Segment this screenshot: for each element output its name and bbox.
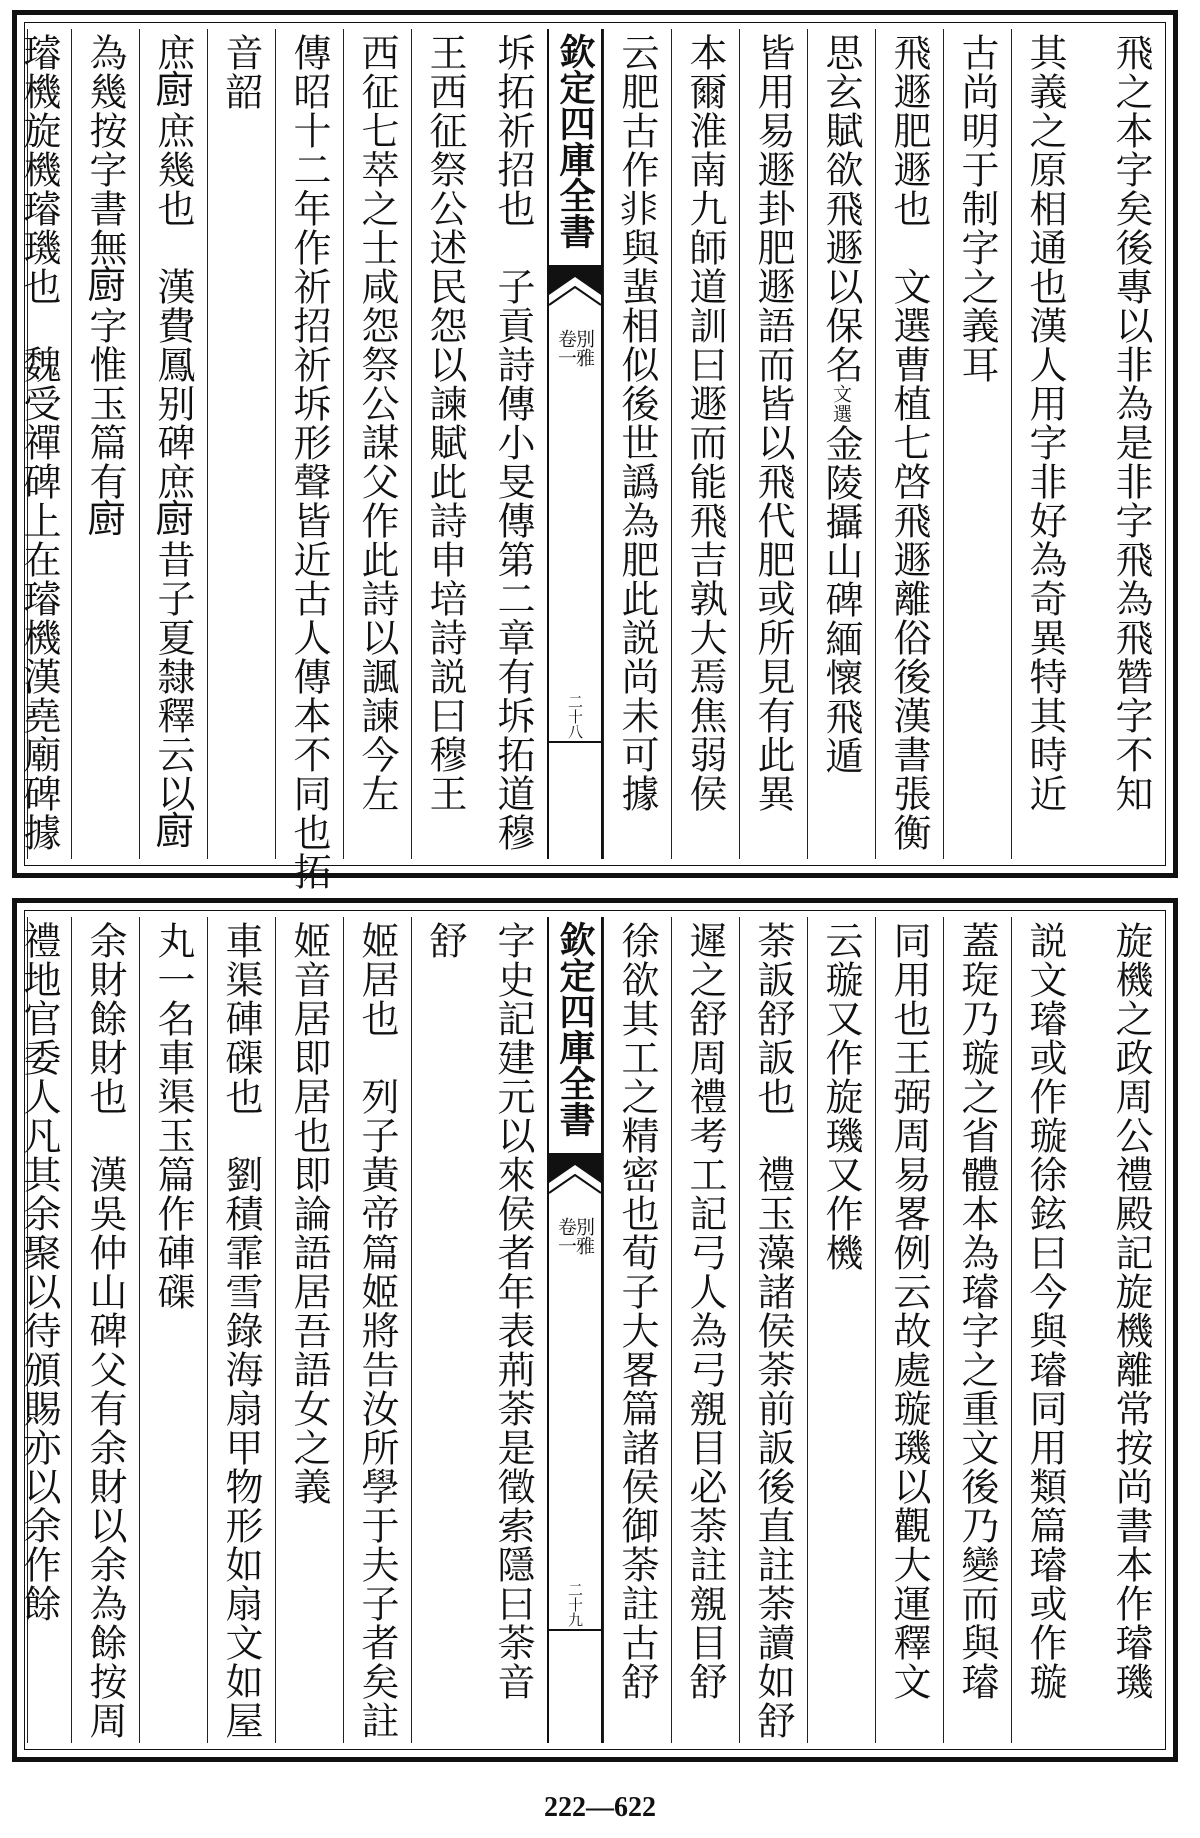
text-column: [603, 29, 671, 859]
column-text: 旋機之政周公禮殿記旋機離常按尚書本作璿璣: [1109, 921, 1153, 1701]
column-text: 飛遯肥遯也 文選曹植七啓飛遯離俗後漢書張衡: [887, 33, 931, 852]
column-text: 古尚明于制字之義耳: [955, 33, 999, 384]
text-column: [207, 29, 275, 859]
text-column: [139, 917, 207, 1743]
spine-page-number: 二十九: [566, 1582, 584, 1627]
column-text: 庶𢊍庶幾也 漢費鳳别碑庶𢊍昔子夏隸釋云以𢊍: [151, 33, 195, 852]
spine-column: [547, 917, 603, 1743]
spine-book-name: 別雅: [573, 1217, 595, 1255]
text-column: [943, 29, 1011, 859]
column-text: 遲之舒周禮考工記弓人為弓覫目必荼註覫目舒: [683, 921, 727, 1701]
column-text: 姬音居即居也即論語居吾語女之義: [287, 921, 331, 1506]
text-column: [479, 917, 547, 1743]
page-panel-bottom: [12, 898, 1178, 1762]
column-text: [811, 33, 871, 775]
column-text: 音韶: [219, 33, 263, 111]
spine-book-name: 別雅: [573, 329, 595, 367]
text-column: [603, 917, 671, 1743]
small-note: 文選: [830, 384, 852, 424]
text-column: [71, 29, 139, 859]
text-column: [1079, 917, 1165, 1743]
column-text: 傳昭十二年作祈招祈坼形聲皆近古人傳本不同也拓: [287, 33, 331, 891]
text-column: [1079, 29, 1165, 859]
column-text: 其義之原相通也漢人用字非好為奇異特其時近: [1023, 33, 1067, 813]
text-column: [411, 917, 479, 1743]
text-column: [139, 29, 207, 859]
text-column: [17, 917, 71, 1743]
column-text: 皆用易遯卦肥遯語而皆以飛代肥或所見有此異: [751, 33, 795, 813]
column-text: 為幾按字書無𢊍字惟玉篇有𢊍: [83, 33, 127, 540]
column-text: 徐欲其工之精密也荀子大畧篇諸侯御荼註古舒: [615, 921, 659, 1701]
text-column: [1011, 29, 1079, 859]
column-text: 飛之本字矣後專以非為是非字飛為飛㬱字不知: [1109, 33, 1153, 813]
text-column: [275, 917, 343, 1743]
page-number: 222—622: [544, 1792, 656, 1823]
column-text-a: 思玄賦欲飛遯以保名: [819, 33, 863, 384]
column-text: 姬居也 列子黃帝篇姬將告汝所學于夫子者矣註: [355, 921, 399, 1740]
column-text: 荼䛀舒䛀也 禮玉藻諸侯荼前䛀後直註荼讀如舒: [751, 921, 795, 1740]
column-text: 璿機旋機璿璣也 魏受禪碑上在璿機漢堯廟碑據: [17, 33, 61, 852]
text-column: [739, 29, 807, 859]
column-text: 本爾淮南九師道訓曰遯而能飛吉孰大焉焦弱侯: [683, 33, 727, 813]
book-title: 欽定四庫全書: [554, 33, 596, 249]
text-column: [479, 29, 547, 859]
text-column: [275, 29, 343, 891]
text-column: [343, 29, 411, 859]
column-text: 王西征祭公述民怨以諫賦此詩申培詩説曰穆王: [423, 33, 467, 813]
spine-rule: [549, 1629, 601, 1631]
spine-volume: 卷一: [555, 329, 577, 367]
column-text: 同用也王弼周易畧例云故處璇璣以觀大運釋文: [887, 921, 931, 1701]
column-text: 禮地官委人凡其余聚以待頒賜亦以余作餘: [17, 921, 61, 1623]
column-text: 蓋琁乃璇之省體本為璿字之重文後乃變而與璿: [955, 921, 999, 1701]
text-column: [943, 917, 1011, 1743]
column-text: 字史記建元以來侯者年表荊荼是徵索隱曰荼音: [491, 921, 535, 1701]
text-column: [875, 917, 943, 1743]
text-column: [411, 29, 479, 859]
text-column: [807, 917, 875, 1743]
text-column: [1011, 917, 1079, 1743]
column-text: 余財餘財也 漢吳仲山碑父有余財以余為餘按周: [83, 921, 127, 1740]
page-panel-top: [12, 10, 1178, 891]
column-text: 説文璿或作璇徐鉉曰今與璿同用類篇璿或作璇: [1023, 921, 1067, 1701]
text-column: [207, 917, 275, 1743]
column-text: 坼拓祈招也 子貢詩傳小旻傳第二章有坼拓道穆: [491, 33, 535, 852]
text-column: [807, 29, 875, 859]
text-column: [71, 917, 139, 1743]
text-column: [739, 917, 807, 1743]
column-text: 丸一名車渠玉篇作硨磲: [151, 921, 195, 1311]
fishtail-mark-icon: [549, 265, 601, 317]
text-column: [671, 917, 739, 1743]
book-title: 欽定四庫全書: [554, 921, 596, 1137]
spine-column: [547, 29, 603, 859]
column-text: 車渠硨磲也 劉積霏雪錄海扇甲物形如扇文如屋: [219, 921, 263, 1740]
fishtail-mark-icon: [549, 1153, 601, 1205]
text-column: [17, 29, 71, 859]
spine-volume: 卷一: [555, 1217, 577, 1255]
spine-page-number: 二十八: [566, 694, 584, 739]
column-text: 云璇又作旋璣又作機: [819, 921, 863, 1272]
column-text: 西征七萃之士咸怨祭公謀父作此詩以諷諫今左: [355, 33, 399, 813]
column-text-b: 金陵攝山碑緬懷飛遁: [819, 424, 863, 775]
text-column: [875, 29, 943, 859]
spine-rule: [549, 741, 601, 743]
text-column: [671, 29, 739, 859]
column-text: 舒: [423, 921, 467, 960]
column-text: 云肥古作𩇨與蜚相似後世譌為肥此説尚未可據: [615, 33, 659, 813]
text-column: [343, 917, 411, 1743]
